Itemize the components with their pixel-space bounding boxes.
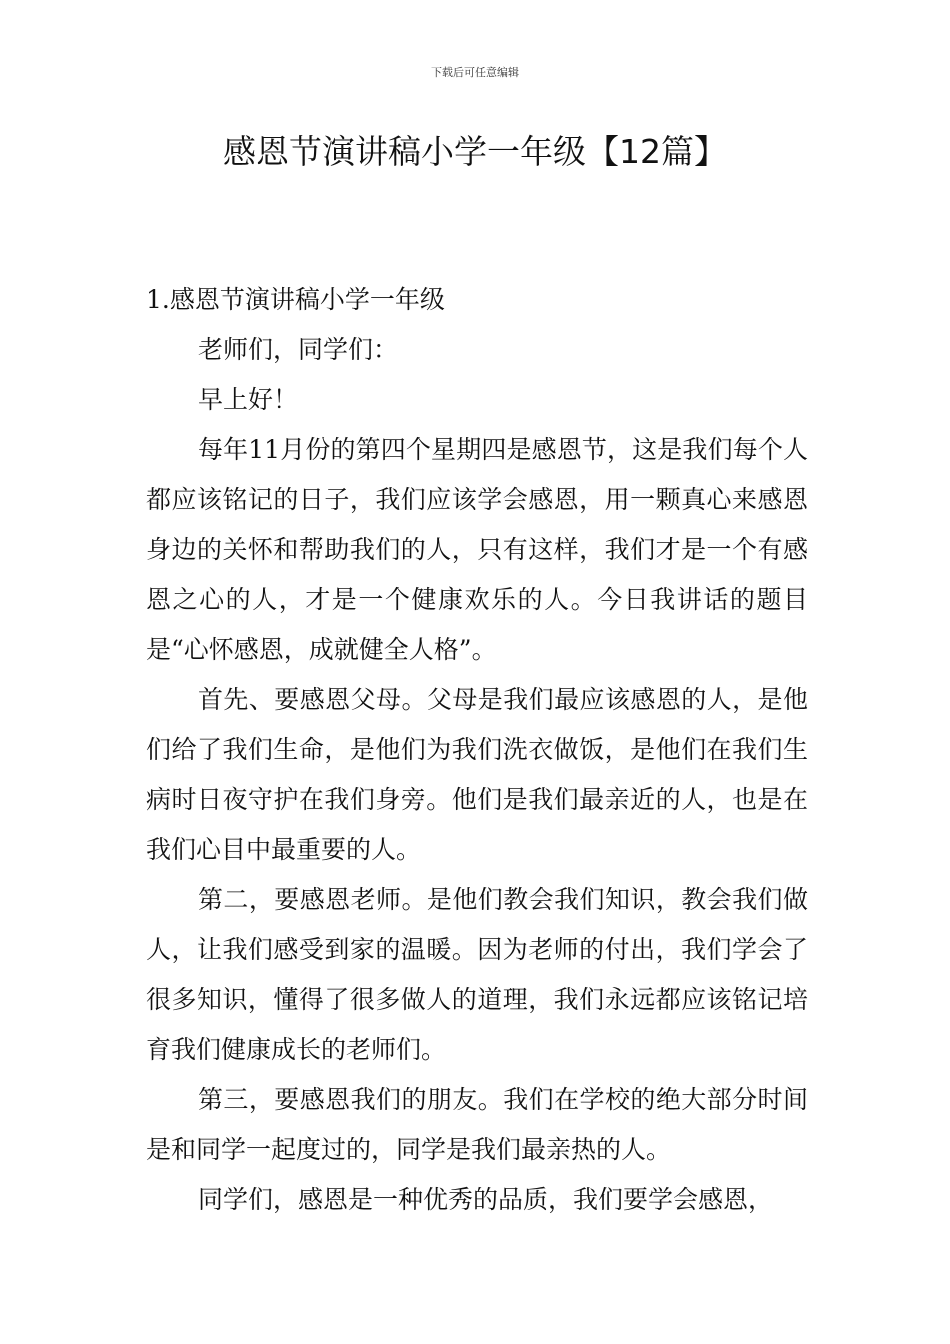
paragraph-closing: 同学们，感恩是一种优秀的品质，我们要学会感恩， [198, 1185, 774, 1214]
paragraph-friends: 第三，要感恩我们的朋友。我们在学校的绝大部分时间是和同学一起度过的，同学是我们最亲热的人。 [146, 1085, 808, 1164]
document-body [146, 275, 808, 1225]
header-note: 下载后可任意编辑 [431, 66, 519, 79]
paragraph-parents: 首先、要感恩父母。父母是我们最应该感恩的人，是他们给了我们生命，是他们为我们洗衣做饭，是他们在我们生病时日夜守护在我们身旁。他们是我们最亲近的人，也是在我们心目中最重要的人。 [146, 685, 808, 864]
document-title: 感恩节演讲稿小学一年级【12篇】 [223, 132, 727, 171]
paragraph-salutation: 老师们，同学们： [198, 335, 399, 364]
section-heading: 1.感恩节演讲稿小学一年级 [146, 285, 445, 314]
paragraph-intro: 每年11月份的第四个星期四是感恩节，这是我们每个人都应该铭记的日子，我们应该学会感恩，用一颗真心来感恩身边的关怀和帮助我们的人，只有这样，我们才是一个有感恩之心的人，才是一个健康欢乐的人。今日我讲话的题目是“心怀感恩，成就健全人格”。 [146, 435, 808, 664]
paragraph-greeting: 早上好！ [198, 385, 299, 414]
paragraph-teachers: 第二，要感恩老师。是他们教会我们知识，教会我们做人，让我们感受到家的温暖。因为老师的付出，我们学会了很多知识，懂得了很多做人的道理，我们永远都应该铭记培育我们健康成长的老师们。 [146, 885, 808, 1064]
